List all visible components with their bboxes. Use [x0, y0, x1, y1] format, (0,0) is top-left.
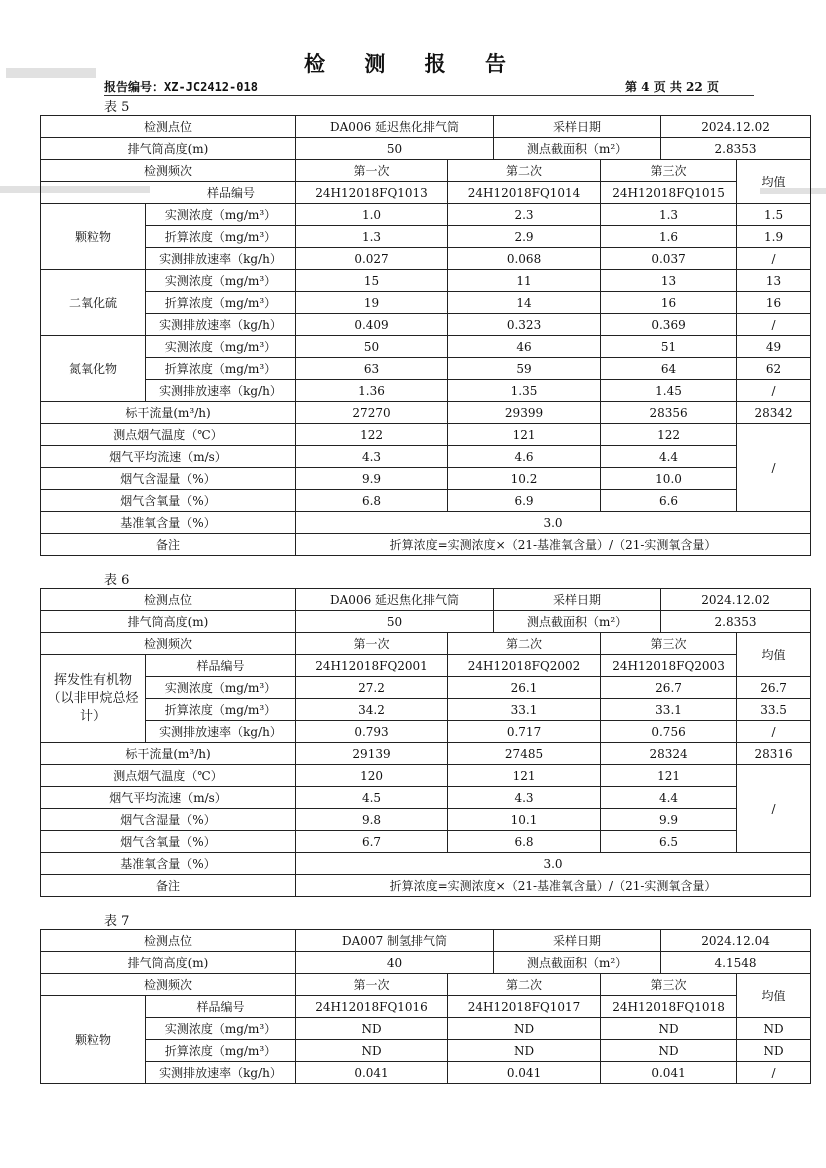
- value-cell: 1.3: [601, 204, 737, 226]
- value-cell: ND: [601, 1018, 737, 1040]
- run-3-label: 第三次: [601, 633, 737, 655]
- value-cell: 0.041: [296, 1062, 448, 1084]
- meas-label: 实测浓度（mg/m³）: [146, 270, 296, 292]
- sample-label: 样品编号: [146, 655, 296, 677]
- value-cell: 34.2: [296, 699, 448, 721]
- avg-cell: /: [737, 314, 811, 336]
- value-cell: 120: [296, 765, 448, 787]
- value-cell: 2.9: [448, 226, 601, 248]
- point-value: DA006 延迟焦化排气筒: [296, 116, 494, 138]
- value-cell: 0.027: [296, 248, 448, 270]
- value-cell: 0.323: [448, 314, 601, 336]
- rate-label: 实测排放速率（kg/h）: [146, 1062, 296, 1084]
- note-label: 备注: [41, 534, 296, 556]
- avg-label: 均值: [737, 633, 811, 677]
- value-cell: 46: [448, 336, 601, 358]
- point-value: DA006 延迟焦化排气筒: [296, 589, 494, 611]
- meas-label: 实测浓度（mg/m³）: [146, 677, 296, 699]
- meas-label: 实测浓度（mg/m³）: [146, 336, 296, 358]
- sample-1: 24H12018FQ2001: [296, 655, 448, 677]
- date-label: 采样日期: [494, 589, 661, 611]
- avg-cell: 1.5: [737, 204, 811, 226]
- table-row: [41, 996, 811, 1018]
- value-cell: 27.2: [296, 677, 448, 699]
- value-cell: 9.9: [601, 809, 737, 831]
- velocity-label: 烟气平均流速（m/s）: [41, 446, 296, 468]
- run-2-label: 第二次: [448, 160, 601, 182]
- value-cell: 28356: [601, 402, 737, 424]
- value-cell: 4.5: [296, 787, 448, 809]
- table-row: [41, 787, 811, 809]
- table-row: [41, 1040, 811, 1062]
- table-row: [41, 314, 811, 336]
- flow-label: 标干流量(m³/h): [41, 743, 296, 765]
- value-cell: 1.3: [296, 226, 448, 248]
- value-cell: 122: [296, 424, 448, 446]
- date-value: 2024.12.02: [661, 116, 811, 138]
- table-row: [41, 226, 811, 248]
- pollutant-particulate: 颗粒物: [41, 996, 146, 1084]
- value-cell: 27270: [296, 402, 448, 424]
- value-cell: 11: [448, 270, 601, 292]
- rate-label: 实测排放速率（kg/h）: [146, 314, 296, 336]
- value-cell: 10.1: [448, 809, 601, 831]
- height-label: 排气筒高度(m): [41, 611, 296, 633]
- table-row: [41, 446, 811, 468]
- value-cell: 4.4: [601, 787, 737, 809]
- height-label: 排气筒高度(m): [41, 138, 296, 160]
- table-row: [41, 699, 811, 721]
- value-cell: 3.0: [296, 512, 811, 534]
- area-value: 4.1548: [661, 952, 811, 974]
- area-label: 测点截面积（m²）: [494, 952, 661, 974]
- rate-label: 实测排放速率（kg/h）: [146, 248, 296, 270]
- value-cell: 1.45: [601, 380, 737, 402]
- note-text: 折算浓度=实测浓度×（21-基准氧含量）/（21-实测氧含量）: [296, 875, 811, 897]
- table-row: [41, 974, 811, 996]
- value-cell: 4.3: [296, 446, 448, 468]
- value-cell: 6.7: [296, 831, 448, 853]
- avg-label: 均值: [737, 974, 811, 1018]
- meas-label: 实测浓度（mg/m³）: [146, 204, 296, 226]
- value-cell: 1.6: [601, 226, 737, 248]
- value-cell: 59: [448, 358, 601, 380]
- avg-cell: /: [737, 248, 811, 270]
- avg-cell: /: [737, 424, 811, 512]
- table-row: [41, 490, 811, 512]
- table-row: [41, 534, 811, 556]
- sample-1: 24H12018FQ1016: [296, 996, 448, 1018]
- pollutant-nox: 氮氧化物: [41, 336, 146, 402]
- table-row: [41, 875, 811, 897]
- table-row: [41, 765, 811, 787]
- avg-cell: ND: [737, 1018, 811, 1040]
- flow-label: 标干流量(m³/h): [41, 402, 296, 424]
- value-cell: 4.3: [448, 787, 601, 809]
- sample-1: 24H12018FQ1013: [296, 182, 448, 204]
- value-cell: 6.5: [601, 831, 737, 853]
- oxygen-label: 烟气含氧量（%）: [41, 490, 296, 512]
- value-cell: 0.793: [296, 721, 448, 743]
- table-row: [41, 248, 811, 270]
- value-cell: 121: [601, 765, 737, 787]
- area-label: 测点截面积（m²）: [494, 138, 661, 160]
- date-value: 2024.12.02: [661, 589, 811, 611]
- note-label: 备注: [41, 875, 296, 897]
- value-cell: 33.1: [448, 699, 601, 721]
- ref-oxygen-label: 基准氧含量（%）: [41, 853, 296, 875]
- value-cell: 6.9: [448, 490, 601, 512]
- value-cell: 26.7: [601, 677, 737, 699]
- value-cell: 9.8: [296, 809, 448, 831]
- table-7: [40, 929, 811, 1084]
- avg-label: 均值: [737, 160, 811, 204]
- run-1-label: 第一次: [296, 633, 448, 655]
- avg-cell: 16: [737, 292, 811, 314]
- table-row: [41, 1062, 811, 1084]
- table-row: [41, 204, 811, 226]
- date-value: 2024.12.04: [661, 930, 811, 952]
- oxygen-label: 烟气含氧量（%）: [41, 831, 296, 853]
- table-row: [41, 160, 811, 182]
- date-label: 采样日期: [494, 930, 661, 952]
- value-cell: 29399: [448, 402, 601, 424]
- avg-cell: /: [737, 721, 811, 743]
- value-cell: 0.041: [601, 1062, 737, 1084]
- value-cell: 10.2: [448, 468, 601, 490]
- rate-label: 实测排放速率（kg/h）: [146, 721, 296, 743]
- freq-label: 检测频次: [41, 974, 296, 996]
- ref-oxygen-label: 基准氧含量（%）: [41, 512, 296, 534]
- table-row: [41, 292, 811, 314]
- table-row: [41, 380, 811, 402]
- page-number: 第 4 页 共 22 页: [625, 80, 719, 94]
- value-cell: ND: [448, 1018, 601, 1040]
- value-cell: 0.068: [448, 248, 601, 270]
- conv-label: 折算浓度（mg/m³）: [146, 292, 296, 314]
- run-1-label: 第一次: [296, 160, 448, 182]
- height-label: 排气筒高度(m): [41, 952, 296, 974]
- table-row: [41, 611, 811, 633]
- table-5-caption: 表 5: [104, 100, 130, 115]
- table-6-caption: 表 6: [104, 573, 130, 588]
- value-cell: 121: [448, 424, 601, 446]
- freq-label: 检测频次: [41, 160, 296, 182]
- avg-cell: /: [737, 765, 811, 853]
- avg-cell: 28316: [737, 743, 811, 765]
- run-1-label: 第一次: [296, 974, 448, 996]
- value-cell: 15: [296, 270, 448, 292]
- table-row: [41, 633, 811, 655]
- value-cell: 0.369: [601, 314, 737, 336]
- value-cell: 16: [601, 292, 737, 314]
- table-row: [41, 116, 811, 138]
- temp-label: 测点烟气温度（℃）: [41, 424, 296, 446]
- value-cell: 6.8: [296, 490, 448, 512]
- value-cell: 26.1: [448, 677, 601, 699]
- point-label: 检测点位: [41, 589, 296, 611]
- table-row: [41, 930, 811, 952]
- avg-cell: 1.9: [737, 226, 811, 248]
- value-cell: 1.36: [296, 380, 448, 402]
- value-cell: 14: [448, 292, 601, 314]
- avg-cell: /: [737, 1062, 811, 1084]
- sample-3: 24H12018FQ2003: [601, 655, 737, 677]
- value-cell: 2.3: [448, 204, 601, 226]
- conv-label: 折算浓度（mg/m³）: [146, 226, 296, 248]
- table-row: [41, 853, 811, 875]
- pollutant-voc: 挥发性有机物（以非甲烷总烃计）: [41, 655, 146, 743]
- value-cell: 9.9: [296, 468, 448, 490]
- table-row: [41, 831, 811, 853]
- point-label: 检测点位: [41, 930, 296, 952]
- sample-2: 24H12018FQ1017: [448, 996, 601, 1018]
- value-cell: 121: [448, 765, 601, 787]
- avg-cell: /: [737, 380, 811, 402]
- value-cell: 64: [601, 358, 737, 380]
- table-row: [41, 402, 811, 424]
- value-cell: 19: [296, 292, 448, 314]
- table-row: [41, 743, 811, 765]
- conv-label: 折算浓度（mg/m³）: [146, 1040, 296, 1062]
- value-cell: 6.8: [448, 831, 601, 853]
- conv-label: 折算浓度（mg/m³）: [146, 699, 296, 721]
- height-value: 40: [296, 952, 494, 974]
- pollutant-particulate: 颗粒物: [41, 204, 146, 270]
- meas-label: 实测浓度（mg/m³）: [146, 1018, 296, 1040]
- table-5: [40, 115, 811, 556]
- value-cell: 28324: [601, 743, 737, 765]
- area-value: 2.8353: [661, 611, 811, 633]
- avg-cell: ND: [737, 1040, 811, 1062]
- sample-2: 24H12018FQ2002: [448, 655, 601, 677]
- value-cell: 1.0: [296, 204, 448, 226]
- value-cell: 0.756: [601, 721, 737, 743]
- temp-label: 测点烟气温度（℃）: [41, 765, 296, 787]
- point-label: 检测点位: [41, 116, 296, 138]
- table-row: [41, 468, 811, 490]
- table-row: [41, 512, 811, 534]
- sample-label: 样品编号: [146, 996, 296, 1018]
- value-cell: 122: [601, 424, 737, 446]
- value-cell: 51: [601, 336, 737, 358]
- table-row: [41, 182, 811, 204]
- run-3-label: 第三次: [601, 160, 737, 182]
- table-row: [41, 655, 811, 677]
- area-value: 2.8353: [661, 138, 811, 160]
- area-label: 测点截面积（m²）: [494, 611, 661, 633]
- value-cell: 10.0: [601, 468, 737, 490]
- run-2-label: 第二次: [448, 633, 601, 655]
- table-6: [40, 588, 811, 897]
- avg-cell: 13: [737, 270, 811, 292]
- table-7-caption: 表 7: [104, 914, 130, 929]
- value-cell: ND: [448, 1040, 601, 1062]
- run-2-label: 第二次: [448, 974, 601, 996]
- table-row: [41, 721, 811, 743]
- sample-3: 24H12018FQ1018: [601, 996, 737, 1018]
- table-row: [41, 270, 811, 292]
- value-cell: 1.35: [448, 380, 601, 402]
- report-number: 报告编号：XZ-JC2412-018: [104, 80, 258, 94]
- document-title: 检 测 报 告: [304, 51, 522, 76]
- moisture-label: 烟气含湿量（%）: [41, 809, 296, 831]
- table-row: [41, 952, 811, 974]
- sample-3: 24H12018FQ1015: [601, 182, 737, 204]
- avg-cell: 49: [737, 336, 811, 358]
- value-cell: ND: [296, 1040, 448, 1062]
- value-cell: 50: [296, 336, 448, 358]
- value-cell: ND: [601, 1040, 737, 1062]
- avg-cell: 62: [737, 358, 811, 380]
- moisture-label: 烟气含湿量（%）: [41, 468, 296, 490]
- value-cell: 3.0: [296, 853, 811, 875]
- value-cell: 33.1: [601, 699, 737, 721]
- table-row: [41, 336, 811, 358]
- value-cell: ND: [296, 1018, 448, 1040]
- value-cell: 63: [296, 358, 448, 380]
- table-row: [41, 809, 811, 831]
- header-rule: [104, 95, 754, 96]
- value-cell: 4.6: [448, 446, 601, 468]
- value-cell: 4.4: [601, 446, 737, 468]
- avg-cell: 33.5: [737, 699, 811, 721]
- table-row: [41, 424, 811, 446]
- rate-label: 实测排放速率（kg/h）: [146, 380, 296, 402]
- height-value: 50: [296, 138, 494, 160]
- pollutant-so2: 二氧化硫: [41, 270, 146, 336]
- value-cell: 13: [601, 270, 737, 292]
- date-label: 采样日期: [494, 116, 661, 138]
- sample-label: 样品编号: [41, 182, 296, 204]
- avg-cell: 28342: [737, 402, 811, 424]
- table-row: [41, 677, 811, 699]
- value-cell: 29139: [296, 743, 448, 765]
- table-row: [41, 358, 811, 380]
- freq-label: 检测频次: [41, 633, 296, 655]
- run-3-label: 第三次: [601, 974, 737, 996]
- value-cell: 0.717: [448, 721, 601, 743]
- table-row: [41, 1018, 811, 1040]
- table-row: [41, 589, 811, 611]
- sample-2: 24H12018FQ1014: [448, 182, 601, 204]
- conv-label: 折算浓度（mg/m³）: [146, 358, 296, 380]
- value-cell: 0.041: [448, 1062, 601, 1084]
- note-text: 折算浓度=实测浓度×（21-基准氧含量）/（21-实测氧含量）: [296, 534, 811, 556]
- value-cell: 0.409: [296, 314, 448, 336]
- height-value: 50: [296, 611, 494, 633]
- point-value: DA007 制氢排气筒: [296, 930, 494, 952]
- velocity-label: 烟气平均流速（m/s）: [41, 787, 296, 809]
- value-cell: 6.6: [601, 490, 737, 512]
- table-row: [41, 138, 811, 160]
- value-cell: 27485: [448, 743, 601, 765]
- avg-cell: 26.7: [737, 677, 811, 699]
- value-cell: 0.037: [601, 248, 737, 270]
